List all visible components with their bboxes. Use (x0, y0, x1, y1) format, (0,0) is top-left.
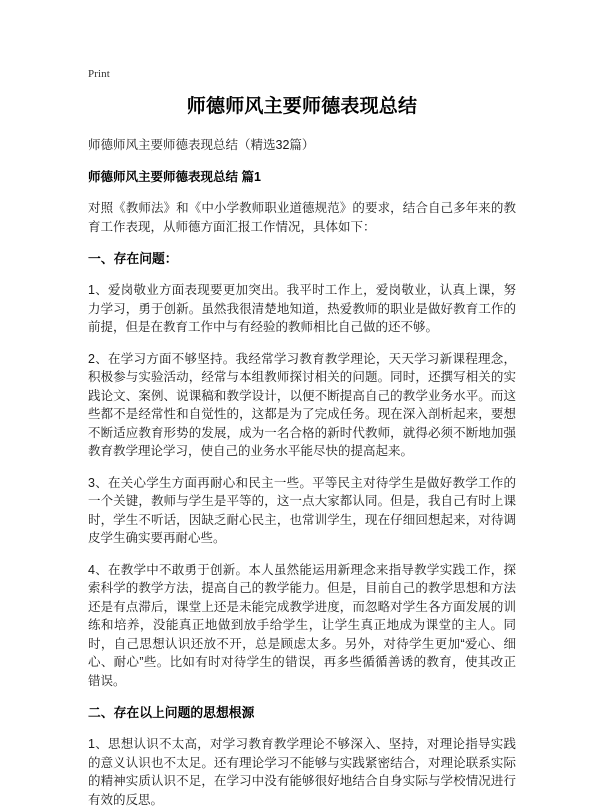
article-heading: 师德师风主要师德表现总结 篇1 (88, 170, 261, 184)
print-button[interactable]: Print (88, 68, 110, 80)
section-heading-1: 一、存在问题： (88, 251, 178, 266)
section-heading-2: 二、存在以上问题的思想根源 (88, 705, 255, 720)
section-1-paragraph-1: 1、爱岗敬业方面表现要更加突出。我平时工作上，爱岗敬业，认真上课，努力学习，勇于创新。虽然我很清楚地知道，热爱教师的职业是做好教育工作的前提，但是在教育工作中与有经验的教师相比自己做的还不够。 (88, 283, 516, 334)
section-1-paragraph-3: 3、在关心学生方面再耐心和民主一些。平等民主对待学生是做好教学工作的一个关键，教师与学生是平等的，这一点大家都认同。但是，我自己有时上课时，学生不听话，因缺乏耐心民主，也常训学生，现在仔细回想起来，对待调皮学生确实要再耐心些。 (88, 475, 516, 545)
document-subtitle: 师德师风主要师德表现总结（精选32篇） (88, 138, 315, 152)
document-content (88, 94, 516, 809)
section-1-paragraph-2: 2、在学习方面不够坚持。我经常学习教育教学理论，天天学习新课程理念，积极参与实验活动，经常与本组教师探讨相关的问题。同时，还撰写相关的实践论文、案例、说课稿和教学设计，以便不断提高自己的教学业务水平。而这些都不是经常性和自觉性的，这都是为了完成任务。现在深入剖析起来，要想不断适应教育形势的发展，成为一名合格的新时代教师，就得必须不断地加强教育教学理论学习，使自己的业务水平能尽快的提高起来。 (88, 351, 516, 458)
page-title: 师德师风主要师德表现总结 (186, 96, 418, 117)
section-2-paragraph-1: 1、思想认识不太高，对学习教育教学理论不够深入、坚持，对理论指导实践的意义认识也不太足。还有理论学习不能够与实践紧密结合，对理论联系实际的精神实质认识不足，在学习中没有能够很好地结合自身实际与学校情况进行有效的反思。 (88, 737, 516, 807)
intro-paragraph: 对照《教师法》和《中小学教师职业道德规范》的要求，结合自己多年来的教育工作表现，从师德方面汇报工作情况，具体如下： (88, 201, 516, 234)
section-1-paragraph-4: 4、在教学中不敢勇于创新。本人虽然能运用新理念来指导教学实践工作，探索科学的教学方法，提高自己的教学能力。但是，目前自己的教学思想和方法还是有点滞后，课堂上还是未能完成教学进度，而忽略对学生各方面发展的训练和培养，没能真正地做到放手给学生，让学生真正地成为课堂的主人。同时，自己思想认识还放不开，总是顾虑太多。另外，对待学生更加“爱心、细心、耐心”些。比如有时对待学生的错误，再多些循循善诱的教育，使其改正错误。 (88, 562, 516, 688)
